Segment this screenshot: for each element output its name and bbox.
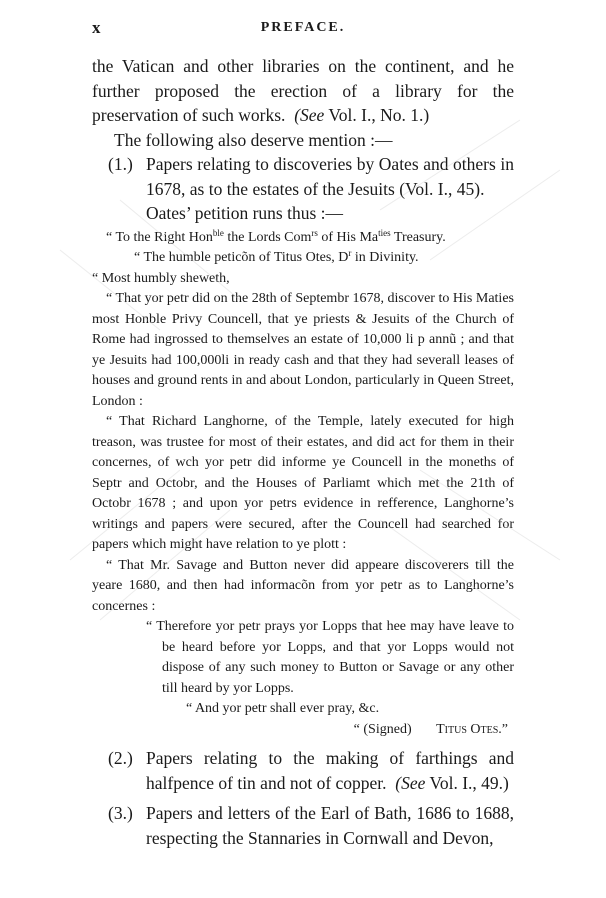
volume-reference: Vol. I., 49.) <box>425 772 509 793</box>
list-item-3 <box>92 801 514 850</box>
petition-paragraph-2: “ That Richard Langhorne, of the Temple, lately executed for high treason, was trustee for most of their estates, and did act for them in their concernes, of wch yor petr did informe ye Councell in the moneths of Septr and Octobr, and the Houses of Parliamt which met the 21th of Octobr 1678 ; and upon yor petrs evidence in refference, Langhorne’s writings and papers were secured, after the Councell had searched for papers which might have relation to ye plott : <box>92 414 514 552</box>
list-item-continuation: Oates’ petition runs thus :— <box>146 203 344 223</box>
signature-name: Titus Otes.” <box>436 721 508 737</box>
paragraph-libraries <box>92 54 514 128</box>
list-item-1 <box>92 152 514 226</box>
petition-signature-line <box>92 720 514 741</box>
paragraph-mention: The following also deserve mention :— <box>114 129 393 150</box>
see-reference: (See <box>294 105 325 125</box>
list-item-text: Papers and letters of the Earl of Bath, 1686 to 1688, respecting the Stannaries in Cornwall and Devon, <box>146 803 514 848</box>
list-item-2 <box>92 746 514 795</box>
page-number: x <box>92 18 102 37</box>
see-reference: (See <box>395 772 426 793</box>
petition-quote <box>92 228 514 741</box>
list-item-number: (1.) <box>108 154 133 174</box>
list-item-text: Papers relating to discoveries by Oates and others in 1678, as to the estates of the Jesuits (Vol. I., 45). <box>146 154 514 199</box>
petition-address: “ To the Right Hon$^{ble}$ the Lords Com$^{rs}$ of His $Ma^{ties}$ Treasury. <box>106 227 446 245</box>
list-item-text: Papers relating to the making of farthings and halfpence of tin and not of copper. (See Vol. I., 49.) <box>146 748 514 793</box>
petition-paragraph-4: “ Therefore yor petr prays yor Lopps that hee may have leave to be heard before yor Lopps, and that yor Lopps would not dispose of any such money to Button or Savage or any other till heard by yor Lopps. <box>146 619 514 696</box>
running-title: PREFACE. <box>260 20 346 35</box>
page-body <box>92 54 514 850</box>
signed-label: “ (Signed) <box>353 721 412 737</box>
volume-reference: Vol. I., No. 1.) <box>324 105 430 125</box>
petition-pray: “ And yor petr shall ever pray, &c. <box>186 701 380 716</box>
list-item-number: (3.) <box>108 803 133 823</box>
petition-sheweth: “ Most humbly sheweth, <box>92 270 230 286</box>
petition-humble: “ The humble peticõn of Titus Otes, $D^r$ in Divinity. <box>134 248 419 265</box>
page-header <box>92 18 514 40</box>
petition-paragraph-1: “ That yor petr did on the 28th of Septembr 1678, discover to His Maties most Honble Privy Councell, that ye priests & Jesuits of the Church of Rome had ingrossed to themselves an estate of 10,000 li p annũ ; and that ye Jesuits had 100,000li in ready cash and that they had severall leases of houses and ground rents in and about London, particularly in Queen Street, London : <box>92 291 514 409</box>
petition-paragraph-3: “ That Mr. Savage and Button never did appeare discoverers till the yeare 1680, and then had informacõn from yor petr as to Langhorne’s concernes : <box>92 557 514 614</box>
list-item-number: (2.) <box>108 748 133 768</box>
paragraph-text: the Vatican and other libraries on the continent, and he further proposed the erection of a library for the preservation of such works. <box>92 56 514 125</box>
